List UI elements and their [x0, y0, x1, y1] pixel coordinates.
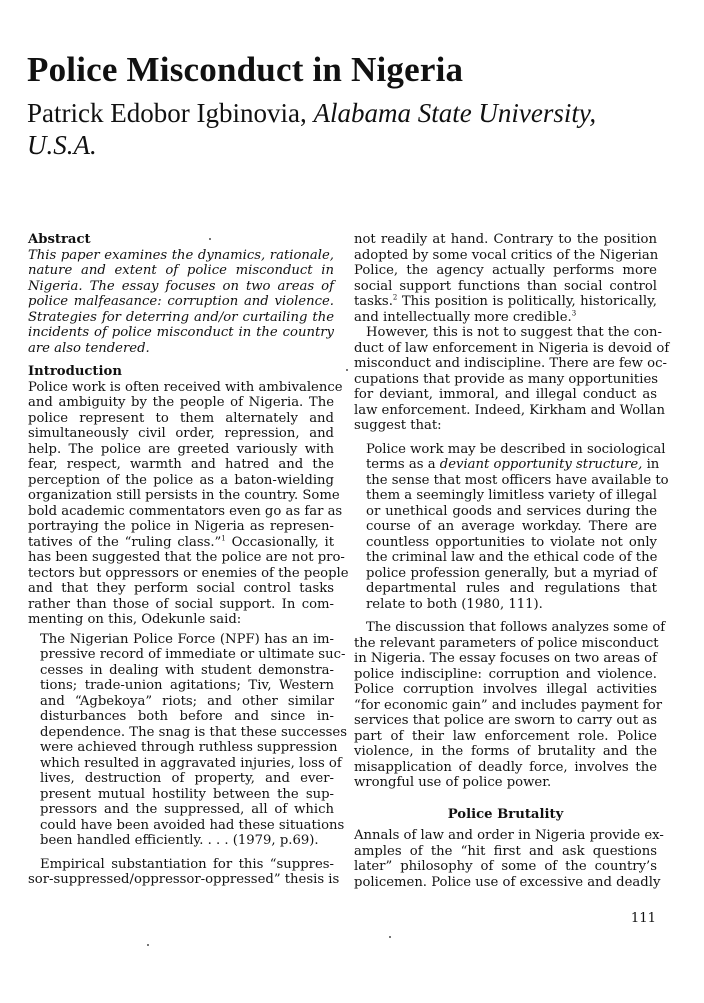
quote-line: been handled efficiently. . . . (1979, p.69).: [40, 833, 319, 848]
quote-line: the sense that most officers have available to: [366, 472, 669, 488]
police-brutality-heading: Police Brutality: [447, 806, 564, 822]
quote-text: terms as a: [366, 457, 440, 472]
abstract-line: This paper examines the dynamics, rationale,: [28, 247, 334, 263]
introduction-heading: Introduction: [28, 364, 122, 379]
intro-line: rather than those of social support. In com-: [28, 596, 334, 612]
paragraph-line: police indiscipline: corruption and violence.: [354, 666, 657, 682]
quote-line: countless opportunities to violate not only: [366, 534, 657, 550]
paragraph-line: violence, in the forms of brutality and the: [354, 744, 657, 759]
quote-line: could have been avoided had these situations: [40, 817, 345, 833]
introduction-text: [28, 379, 349, 628]
footnote-ref[interactable]: 1: [221, 534, 226, 543]
block-quote-kirkham: [354, 441, 669, 613]
quote-line: pressors and the suppressed, all of which: [40, 802, 334, 817]
quote-line: which resulted in aggravated injuries, loss of: [40, 755, 342, 771]
quote-line: tions; trade-union agitations; Tiv, Western: [40, 678, 334, 693]
paragraph-line: social support functions than social control: [354, 278, 657, 294]
quote-line: [366, 457, 660, 473]
abstract-heading: Abstract: [28, 232, 91, 247]
intro-line: [28, 535, 334, 551]
intro-line: simultaneously civil order, repression, and: [28, 426, 334, 441]
paragraph-line: the relevant parameters of police misconduct: [354, 635, 659, 651]
byline: [27, 97, 596, 161]
paragraph-line: sor-suppressed/oppressor-oppressed” thesis is: [28, 872, 340, 887]
paragraph-line: later” philosophy of some of the country’s: [354, 859, 657, 874]
quote-emphasis: deviant opportunity structure,: [439, 457, 643, 472]
right-paragraph-3: [354, 620, 666, 791]
quote-text: in: [642, 457, 660, 472]
intro-line: portraying the police in Nigeria as represen-: [28, 519, 334, 534]
quote-line: or unethical goods and services during the: [366, 503, 657, 519]
police-brutality-paragraph: [354, 828, 664, 890]
abstract-line: incidents of police misconduct in the country: [28, 325, 334, 340]
intro-line: menting on this, Odekunle said:: [28, 612, 242, 627]
quote-line: lives, destruction of property, and ever-: [40, 771, 334, 786]
paragraph-line: in Nigeria. The essay focuses on two areas of: [354, 651, 657, 666]
paragraph-line: for deviant, immoral, and illegal conduct as: [354, 387, 657, 402]
block-quote-odekunle: [28, 631, 347, 849]
author-name: Patrick Edobor Igbinovia,: [27, 98, 307, 128]
right-column: [354, 232, 670, 890]
quote-line: Police work may be described in sociological: [366, 441, 666, 457]
abstract-line: are also tendered.: [28, 340, 150, 356]
paragraph-line: cupations that provide as many opportunities: [354, 371, 659, 387]
quote-line: cesses in dealing with student demonstra-: [40, 662, 334, 678]
affiliation-country: U.S.A.: [27, 130, 97, 160]
quote-line: them a seemingly limitless variety of illegal: [366, 488, 658, 503]
paragraph-line: Police, the agency actually performs more: [354, 263, 657, 278]
intro-line: and ambiguity by the people of Nigeria. The: [28, 395, 334, 410]
abstract-line: Nigeria. The essay focuses on two areas of: [28, 278, 334, 294]
quote-line: course of an average workday. There are: [366, 519, 657, 534]
paragraph-line: suggest that:: [354, 418, 442, 433]
paragraph-line: services that police are sworn to carry out as: [354, 713, 657, 728]
paragraph-line: amples of the “hit first and ask questions: [354, 843, 657, 859]
scan-speck: [147, 944, 149, 946]
abstract-line: nature and extent of police misconduct in: [28, 263, 334, 278]
page-number: 111: [630, 911, 656, 926]
paragraph-line: misapplication of deadly force, involves the: [354, 759, 657, 775]
quote-line: police profession generally, but a myriad of: [366, 565, 657, 581]
intro-line: police represent to them alternately and: [28, 410, 334, 426]
intro-line: bold academic commentators even go as far as: [28, 503, 343, 519]
abstract-text: [28, 248, 334, 357]
paragraph-line: law enforcement. Indeed, Kirkham and Wollan: [354, 402, 666, 418]
paragraph-line: not readily at hand. Contrary to the position: [354, 232, 657, 247]
intro-line: has been suggested that the police are not pro-: [28, 550, 345, 565]
intro-line: tectors but oppressors or enemies of the people: [28, 565, 349, 581]
quote-line: and “Agbekoya” riots; and other similar: [40, 693, 334, 709]
paragraph-line: “for economic gain” and includes payment for: [354, 697, 663, 713]
paragraph-line: wrongful use of police power.: [354, 775, 552, 790]
scan-speck: [209, 238, 211, 240]
intro-line-text: Occasionally, it: [225, 534, 334, 550]
footnote-ref[interactable]: 2: [392, 293, 398, 302]
abstract-line: Strategies for deterring and/or curtailing the: [28, 309, 334, 325]
quote-line: present mutual hostility between the sup-: [40, 786, 334, 802]
intro-line-text: tatives of the “ruling class.”: [28, 534, 222, 550]
quote-line: dependence. The snag is that these successes: [40, 724, 347, 740]
scan-speck: [346, 369, 348, 371]
quote-line: The Nigerian Police Force (NPF) has an im-: [40, 631, 334, 647]
paragraph-text: tasks.: [354, 294, 393, 309]
paragraph-line: policemen. Police use of excessive and deadly: [354, 874, 661, 890]
right-paragraph-1: [354, 232, 657, 325]
paragraph-line: The discussion that follows analyzes some of: [366, 620, 666, 635]
paragraph-line: [354, 310, 657, 326]
intro-line: organization still persists in the country. Some: [28, 488, 340, 503]
left-column: [28, 232, 349, 888]
affiliation: Alabama State University,: [313, 98, 597, 128]
paragraph-line: Annals of law and order in Nigeria provide ex-: [354, 828, 664, 843]
paragraph-line: [354, 294, 657, 310]
paragraph-text: This position is politically, historically,: [397, 294, 657, 309]
article-title: Police Misconduct in Nigeria: [27, 50, 464, 89]
right-paragraph-2: [354, 325, 670, 434]
paragraph-line: However, this is not to suggest that the con-: [366, 325, 662, 340]
paragraph-line: Police corruption involves illegal activities: [354, 682, 657, 697]
quote-line: disturbances both before and since in-: [40, 709, 334, 724]
intro-line: help. The police are greeted variously with: [28, 441, 334, 457]
quote-line: relate to both (1980, 111).: [366, 596, 543, 612]
abstract-line: police malfeasance: corruption and violence.: [28, 294, 334, 309]
quote-line: the criminal law and the ethical code of the: [366, 550, 658, 565]
paragraph-line: Empirical substantiation for this “suppres-: [40, 856, 334, 872]
quote-line: departmental rules and regulations that: [366, 581, 657, 596]
quote-line: pressive record of immediate or ultimate suc-: [40, 647, 346, 662]
scan-speck: [389, 936, 391, 938]
empirical-paragraph: [28, 856, 340, 888]
intro-line: and that they perform social control tasks: [28, 581, 334, 596]
intro-line: fear, respect, warmth and hatred and the: [28, 457, 334, 472]
paragraph-line: part of their law enforcement role. Police: [354, 728, 657, 744]
paragraph-line: duct of law enforcement in Nigeria is devoid of: [354, 340, 670, 356]
intro-line: perception of the police as a baton-wielding: [28, 472, 334, 488]
paragraph-line: misconduct and indiscipline. There are few oc-: [354, 356, 667, 371]
paragraph-line: adopted by some vocal critics of the Nigerian: [354, 247, 659, 263]
intro-line: Police work is often received with ambivalence: [28, 379, 343, 395]
paragraph-text: and intellectually more credible.: [354, 309, 572, 325]
footnote-ref[interactable]: 3: [571, 309, 577, 318]
quote-line: were achieved through ruthless suppression: [40, 740, 338, 755]
